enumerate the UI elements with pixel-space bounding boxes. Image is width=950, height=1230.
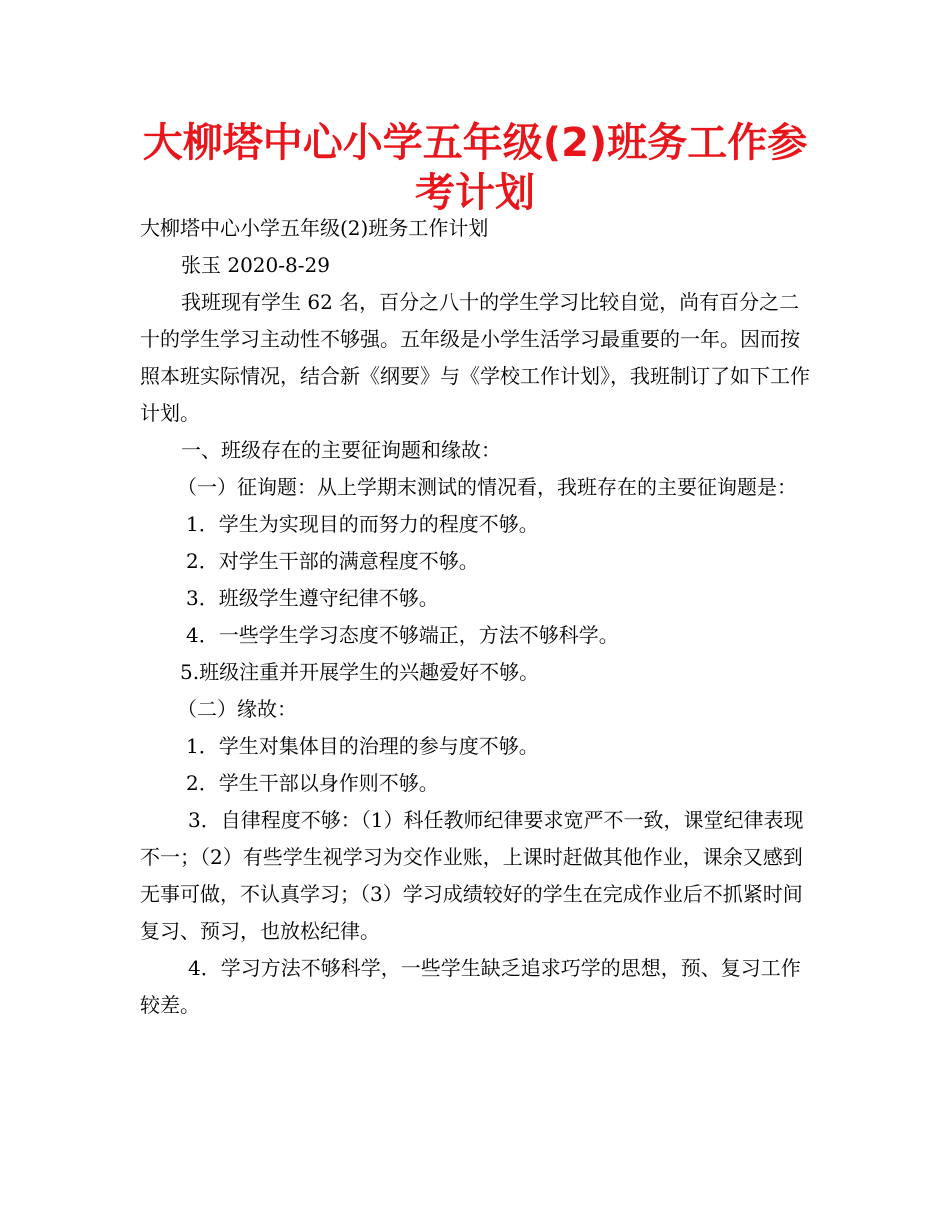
problem-item-2: 2．对学生干部的满意程度不够。 xyxy=(186,549,479,573)
document-body xyxy=(140,210,812,1024)
subsection-heading-causes: （二）缘故： xyxy=(177,697,297,721)
cause-item-1: 1．学生对集体目的治理的参与度不够。 xyxy=(186,734,539,758)
section-heading-problems-causes: 一、班级存在的主要征询题和缘故： xyxy=(181,438,501,462)
subsection-heading-problems: （一）征询题：从上学期末测试的情况看，我班存在的主要征询题是： xyxy=(177,475,797,499)
subtitle-line: 大柳塔中心小学五年级(2)班务工作计划 xyxy=(140,216,489,240)
problem-item-5: 5.班级注重并开展学生的兴趣爱好不够。 xyxy=(180,660,540,684)
problem-item-1: 1．学生为实现目的而努力的程度不够。 xyxy=(186,512,539,536)
cause-item-3: 3．自律程度不够：（1）科任教师纪律要求宽严不一致，课堂纪律表现不一；（2）有些学生视学习为交作业账，上课时赶做其他作业，课余又感到无事可做，不认真学习；（3）学习成绩较好的学生在完成作业后不抓紧时间复习、预习，也放松纪律。 xyxy=(140,808,804,943)
problem-item-4: 4．一些学生学习态度不够端正，方法不够科学。 xyxy=(186,623,619,647)
document-title: 大柳塔中心小学五年级(2)班务工作参考计划 xyxy=(142,120,808,216)
cause-item-4: 4．学习方法不够科学，一些学生缺乏追求巧学的思想，预、复习工作较差。 xyxy=(140,956,801,1017)
cause-item-2: 2．学生干部以身作则不够。 xyxy=(186,771,439,795)
problem-item-3: 3．班级学生遵守纪律不够。 xyxy=(186,586,439,610)
author-date-line: 张玉 2020-8-29 xyxy=(181,253,330,277)
intro-paragraph: 我班现有学生 62 名，百分之八十的学生学习比较自觉，尚有百分之二十的学生学习主动性不够强。五年级是小学生活学习最重要的一年。因而按照本班实际情况，结合新《纲要》与《学校工作计划》，我班制订了如下工作计划。 xyxy=(140,290,810,425)
